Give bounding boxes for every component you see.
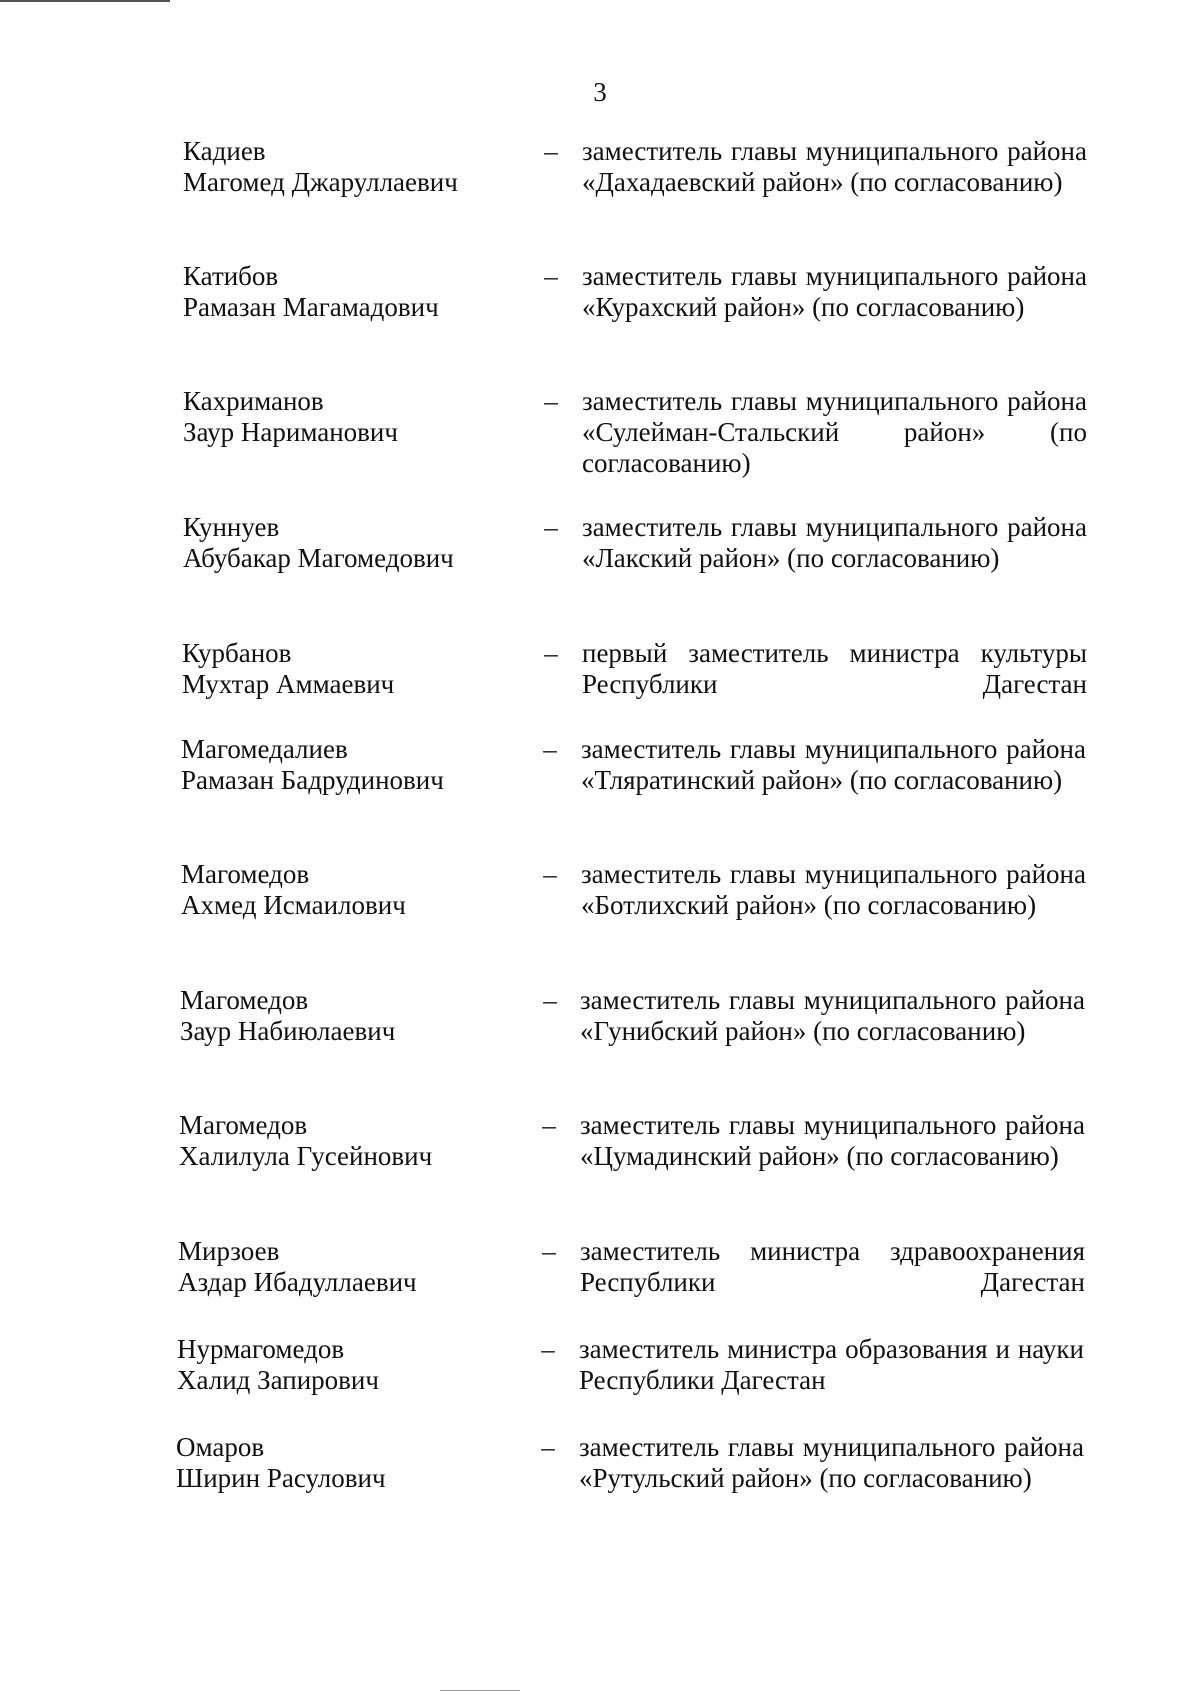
position-description: заместитель главы муниципального района «Лакский район» (по согласованию) xyxy=(582,512,1087,573)
person-surname: Магомедов xyxy=(181,859,310,889)
person-name xyxy=(178,1236,508,1298)
position-description: заместитель министра образования и науки Республики Дагестан xyxy=(579,1334,1084,1395)
position-description: заместитель главы муниципального района «Курахский район» (по согласованию) xyxy=(582,261,1087,322)
page-number: 3 xyxy=(593,77,607,107)
separator-dash: – xyxy=(541,1432,555,1462)
person-given-name: Абубакар Магомедович xyxy=(183,543,454,573)
person-name xyxy=(176,1432,506,1494)
person-given-name: Ахмед Исмаилович xyxy=(181,890,406,920)
position-description: заместитель главы муниципального района «Рутульский район» (по согласованию) xyxy=(579,1432,1084,1493)
person-name xyxy=(183,261,513,323)
position-description: заместитель главы муниципального района «Тляратинский район» (по согласованию) xyxy=(581,734,1086,795)
person-given-name: Магомед Джаруллаевич xyxy=(183,167,458,197)
person-name xyxy=(183,512,513,574)
person-name xyxy=(177,1334,507,1396)
person-surname: Омаров xyxy=(176,1432,265,1462)
separator-dash: – xyxy=(544,512,558,542)
person-given-name: Аздар Ибадуллаевич xyxy=(178,1267,417,1297)
person-name xyxy=(179,1110,509,1172)
person-given-name: Ширин Расулович xyxy=(176,1463,386,1493)
person-surname: Магомедов xyxy=(179,1110,308,1140)
person-name xyxy=(183,386,513,448)
separator-dash: – xyxy=(544,386,558,416)
person-surname: Куннуев xyxy=(183,512,280,542)
position-description: заместитель министра здравоохранения Республики Дагестан xyxy=(580,1236,1085,1297)
person-surname: Кахриманов xyxy=(183,386,324,416)
person-surname: Нурмагомедов xyxy=(177,1334,345,1364)
separator-dash: – xyxy=(541,1334,555,1364)
person-surname: Мирзоев xyxy=(178,1236,280,1266)
position-description: заместитель главы муниципального района «Цумадинский район» (по согласованию) xyxy=(580,1110,1085,1171)
person-name xyxy=(182,638,512,700)
separator-dash: – xyxy=(543,985,557,1015)
separator-dash: – xyxy=(542,1110,556,1140)
person-surname: Курбанов xyxy=(182,638,292,668)
person-given-name: Мухтар Аммаевич xyxy=(182,669,395,699)
separator-dash: – xyxy=(543,734,557,764)
position-description: заместитель главы муниципального района «Дахадаевский район» (по согласованию) xyxy=(582,136,1087,197)
person-given-name: Рамазан Бадрудинович xyxy=(181,765,444,795)
person-given-name: Халид Запирович xyxy=(177,1365,379,1395)
separator-dash: – xyxy=(544,638,558,668)
scan-artifact-line xyxy=(440,1690,520,1691)
person-given-name: Заур Нариманович xyxy=(183,417,398,447)
person-name xyxy=(181,859,511,921)
separator-dash: – xyxy=(544,261,558,291)
position-description: заместитель главы муниципального района «Гунибский район» (по согласованию) xyxy=(580,985,1085,1046)
person-surname: Кадиев xyxy=(183,136,266,166)
separator-dash: – xyxy=(543,859,557,889)
separator-dash: – xyxy=(542,1236,556,1266)
scan-edge-line xyxy=(0,0,170,2)
person-given-name: Халилула Гусейнович xyxy=(179,1141,433,1171)
person-given-name: Рамазан Магамадович xyxy=(183,292,439,322)
position-description: заместитель главы муниципального района «Ботлихский район» (по согласованию) xyxy=(581,859,1086,920)
person-surname: Катибов xyxy=(183,261,279,291)
person-name xyxy=(181,734,511,796)
person-given-name: Заур Набиюлаевич xyxy=(180,1016,396,1046)
person-surname: Магомедов xyxy=(180,985,309,1015)
position-description: заместитель главы муниципального района «Сулейман-Стальский район» (по согласованию) xyxy=(582,386,1087,478)
position-description: первый заместитель министра культуры Республики Дагестан xyxy=(582,638,1087,699)
person-name xyxy=(183,136,513,198)
separator-dash: – xyxy=(544,136,558,166)
person-name xyxy=(180,985,510,1047)
person-surname: Магомедалиев xyxy=(181,734,348,764)
